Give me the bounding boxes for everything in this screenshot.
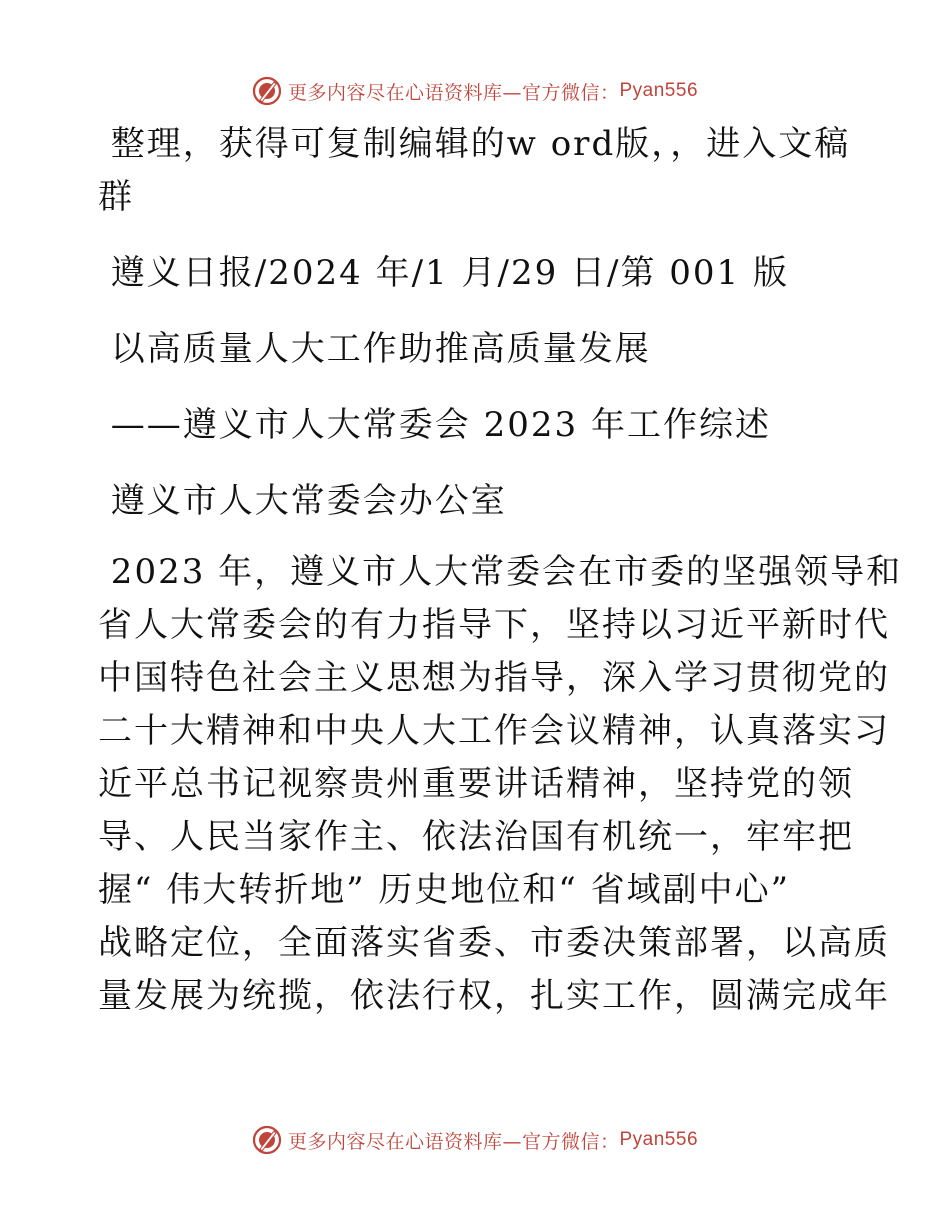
article-title: 以高质量人大工作助推高质量发展 xyxy=(98,329,651,369)
quill-seal-icon xyxy=(252,76,282,106)
article-subtitle: ——遵义市人大常委会 2023 年工作综述 xyxy=(98,405,771,445)
quill-seal-icon xyxy=(252,1125,282,1155)
body-line: 2023 年，遵义市人大常委会在市委的坚强领导和 xyxy=(98,552,903,592)
body-line: 中国特色社会主义思想为指导，深入学习贯彻党的 xyxy=(98,658,890,698)
body-line: 战略定位，全面落实省委、市委决策部署，以高质 xyxy=(98,923,890,963)
document-body xyxy=(98,118,903,1023)
footer-wechat-id: Pyan556 xyxy=(619,1129,699,1150)
source-line: 遵义日报/2024 年/1 月/29 日/第 001 版 xyxy=(98,253,789,293)
header-wechat-id: Pyan556 xyxy=(619,80,699,101)
body-line: 二十大精神和中央人大工作会议精神，认真落实习 xyxy=(98,711,890,751)
header-banner-text: 更多内容尽在心语资料库—官方微信： xyxy=(287,81,620,104)
footer-banner xyxy=(0,1120,950,1160)
intro-line-2: 群 xyxy=(98,177,134,217)
body-line: 省人大常委会的有力指导下，坚持以习近平新时代 xyxy=(98,605,890,645)
article-author: 遵义市人大常委会办公室 xyxy=(98,481,507,521)
body-line: 导、人民当家作主、依法治国有机统一，牢牢把 xyxy=(98,817,854,857)
header-banner xyxy=(0,71,950,111)
body-line: 近平总书记视察贵州重要讲话精神，坚持党的领 xyxy=(98,764,854,804)
body-line: 握“ 伟大转折地” 历史地位和“ 省域副中心” xyxy=(98,870,790,910)
intro-line-1: 整理，获得可复制编辑的w ord版，，进入文稿 xyxy=(98,124,851,164)
footer-banner-text: 更多内容尽在心语资料库—官方微信： xyxy=(287,1130,620,1153)
body-line: 量发展为统揽，依法行权，扎实工作，圆满完成年 xyxy=(98,976,890,1016)
